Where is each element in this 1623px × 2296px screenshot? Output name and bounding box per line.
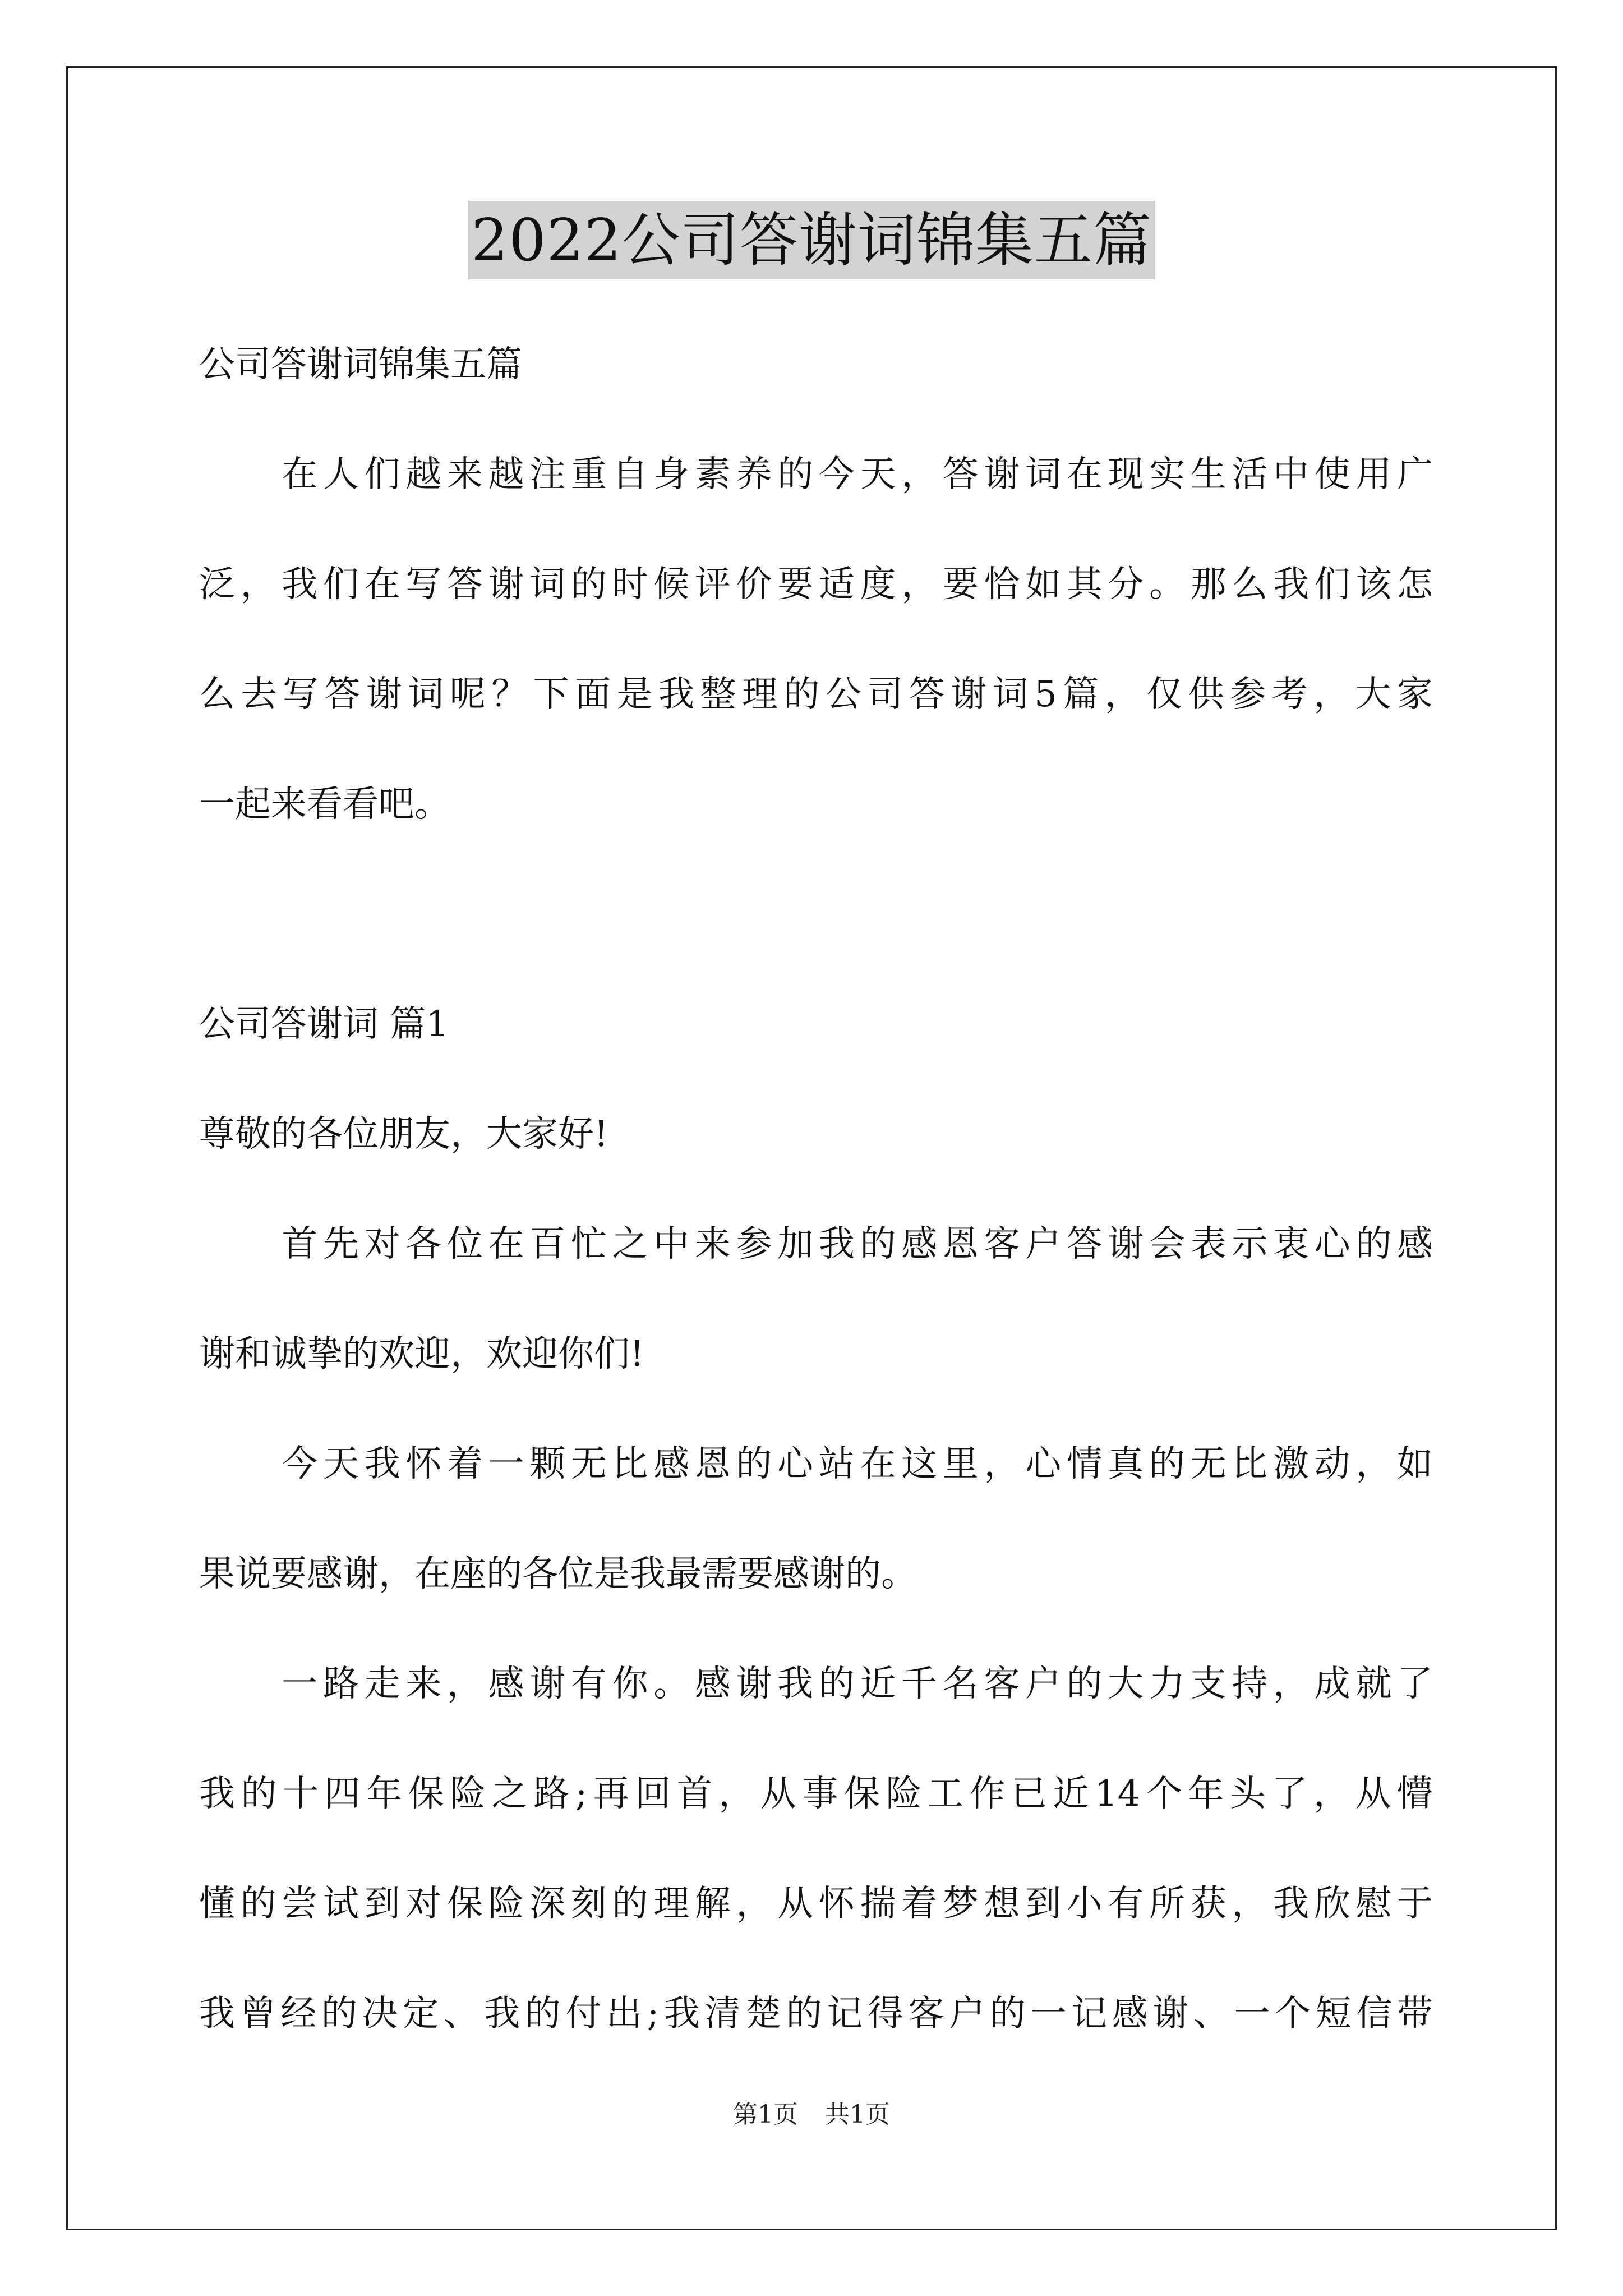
text-line: 我的十四年保险之路;再回首，从事保险工作已近14个年头了，从懵 [199,1773,1433,1815]
page-number-total: 共1页 [825,2100,890,2129]
text-line: 公司答谢词锦集五篇 [199,344,522,385]
text-line: 懂的尝试到对保险深刻的理解，从怀揣着梦想到小有所获，我欣慰于 [199,1883,1433,1925]
page-footer [0,2098,1623,2132]
text-line: 首先对各位在百忙之中来参加我的感恩客户答谢会表示衷心的感 [199,1223,1433,1265]
text-line: 果说要感谢，在座的各位是我最需要感谢的。 [199,1553,917,1595]
text-line: 尊敬的各位朋友，大家好! [199,1114,608,1155]
text-line: 一路走来，感谢有你。感谢我的近千名客户的大力支持，成就了 [199,1663,1433,1705]
text-line: 一起来看看吧。 [199,784,450,825]
text-line: 公司答谢词 篇1 [199,1004,449,1045]
title-container [0,201,1623,279]
document-title: 2022公司答谢词锦集五篇 [468,201,1155,279]
page-number-current: 第1页 [733,2100,798,2129]
document-body [199,310,1433,2069]
text-line: 泛，我们在写答谢词的时候评价要适度，要恰如其分。那么我们该怎 [199,564,1433,605]
blank-line [199,859,1433,969]
text-line: 么去写答谢词呢？下面是我整理的公司答谢词5篇，仅供参考，大家 [199,674,1433,715]
text-line: 谢和诚挚的欢迎，欢迎你们! [199,1333,644,1375]
text-line: 在人们越来越注重自身素养的今天，答谢词在现实生活中使用广 [199,454,1433,495]
text-line: 今天我怀着一颗无比感恩的心站在这里，心情真的无比激动，如 [199,1443,1433,1485]
text-line: 我曾经的决定、我的付出;我清楚的记得客户的一记感谢、一个短信带 [199,1993,1433,2035]
